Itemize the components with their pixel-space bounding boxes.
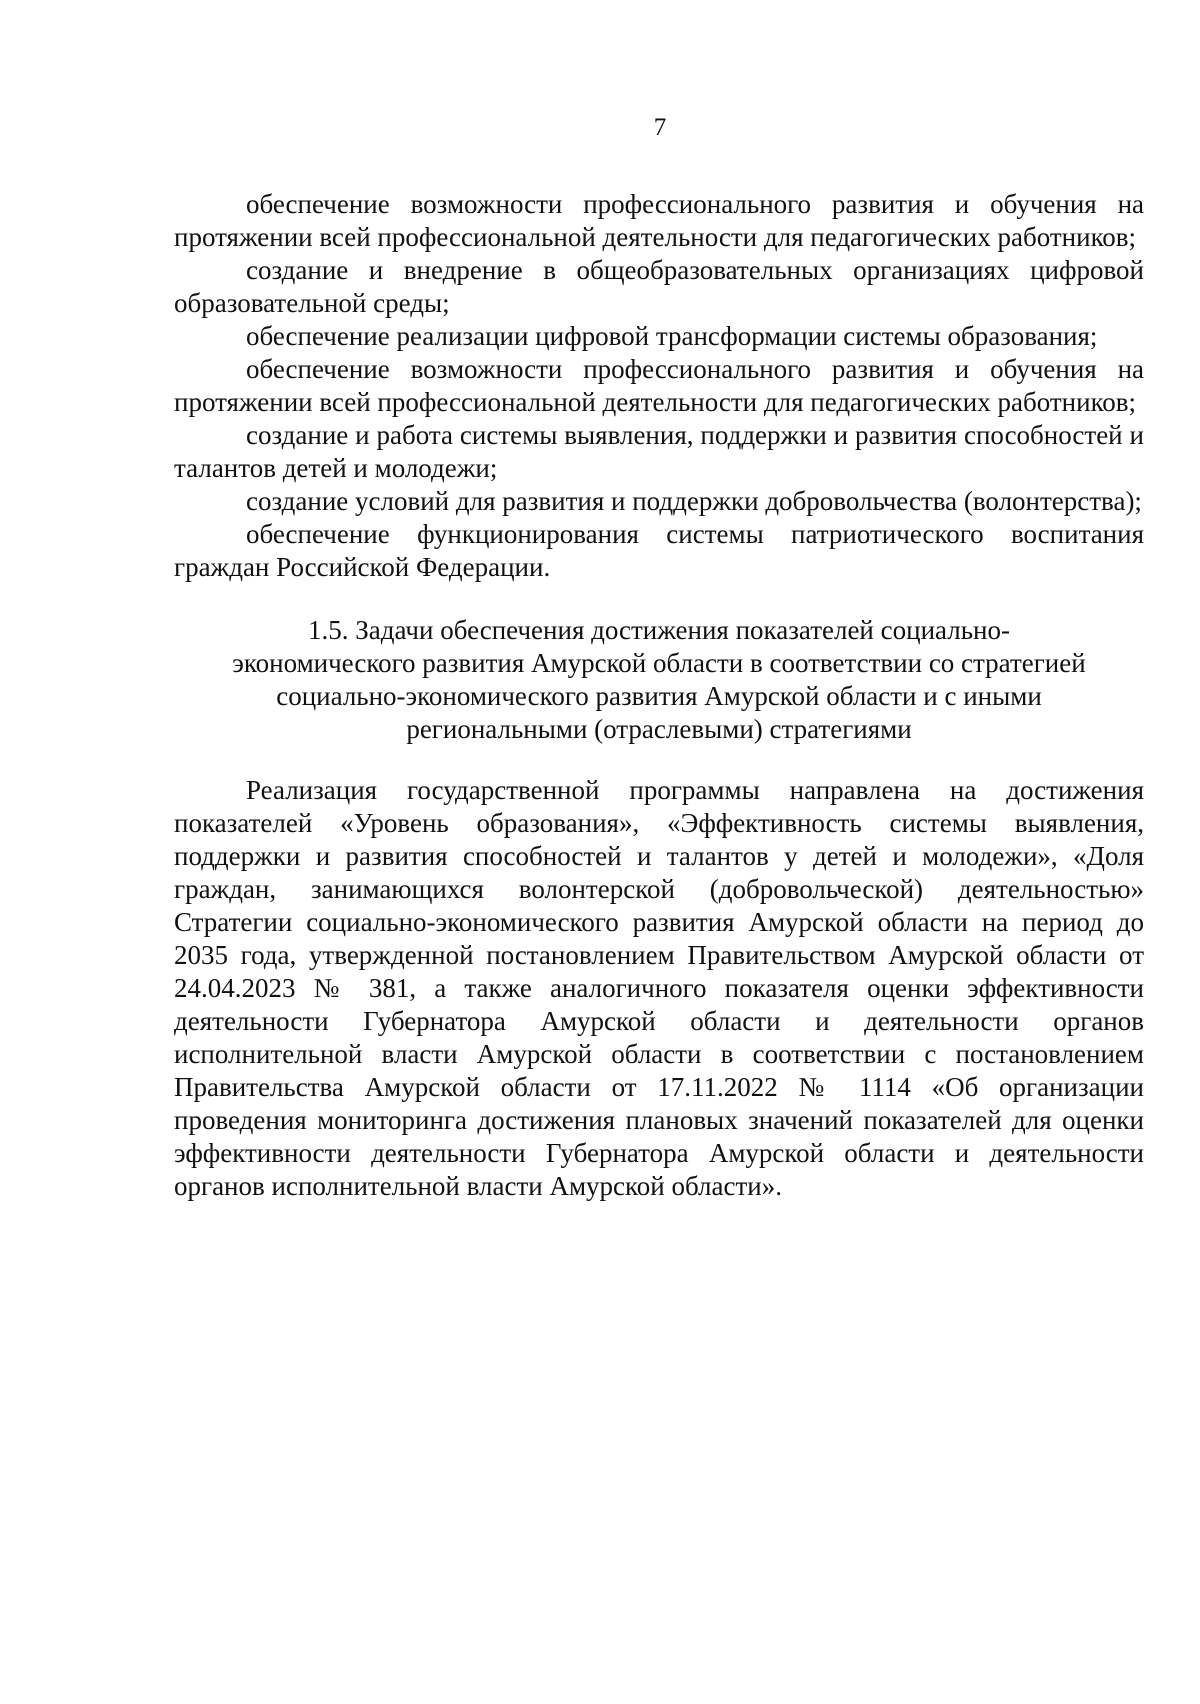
section-heading	[174, 614, 1144, 746]
list-item-4: обеспечение возможности профессионального развития и обучения на протяжении всей профессиональной деятельности для педагогических работников;	[174, 354, 1144, 417]
section-heading-line-1: 1.5. Задачи обеспечения достижения показателей социально-	[308, 615, 1010, 645]
section-heading-line-2: экономического развития Амурской области в соответствии со стратегией	[232, 648, 1086, 678]
page-content	[174, 188, 1144, 1203]
page-number: 7	[653, 114, 667, 141]
body-paragraph: Реализация государственной программы направлена на достижения показателей «Уровень образования», «Эффективность системы выявления, поддержки и развития способностей и талантов у детей и молодежи», «Доля граждан, занимающихся волонтерской (добровольческой) деятельностью» Стратегии социально-экономического развития Амурской области на период до 2035 года, утвержденной постановлением Правительством Амурской области от 24.04.2023 № 381, а также аналогичного показателя оценки эффективности деятельности Губернатора Амурской области и деятельности органов исполнительной власти Амурской области в соответствии с постановлением Правительства Амурской области от 17.11.2022 № 1114 «Об организации проведения мониторинга достижения плановых значений показателей для оценки эффективности деятельности Губернатора Амурской области и деятельности органов исполнительной власти Амурской области».	[174, 775, 1144, 1201]
list-item-2: создание и внедрение в общеобразовательных организациях цифровой образовательной среды;	[174, 255, 1144, 318]
list-item-6: создание условий для развития и поддержки добровольчества (волонтерства);	[246, 486, 1142, 516]
list-item-7: обеспечение функционирования системы патриотического воспитания граждан Российской Федерации.	[174, 519, 1144, 582]
list-item-5: создание и работа системы выявления, поддержки и развития способностей и талантов детей и молодежи;	[174, 420, 1144, 483]
section-heading-line-3: социально-экономического развития Амурской области и с иными	[276, 681, 1042, 711]
section-heading-line-4: региональными (отраслевыми) стратегиями	[406, 714, 912, 744]
list-item-1: обеспечение возможности профессионального развития и обучения на протяжении всей профессиональной деятельности для педагогических работников;	[174, 189, 1144, 252]
list-item-3: обеспечение реализации цифровой трансформации системы образования;	[246, 321, 1098, 351]
